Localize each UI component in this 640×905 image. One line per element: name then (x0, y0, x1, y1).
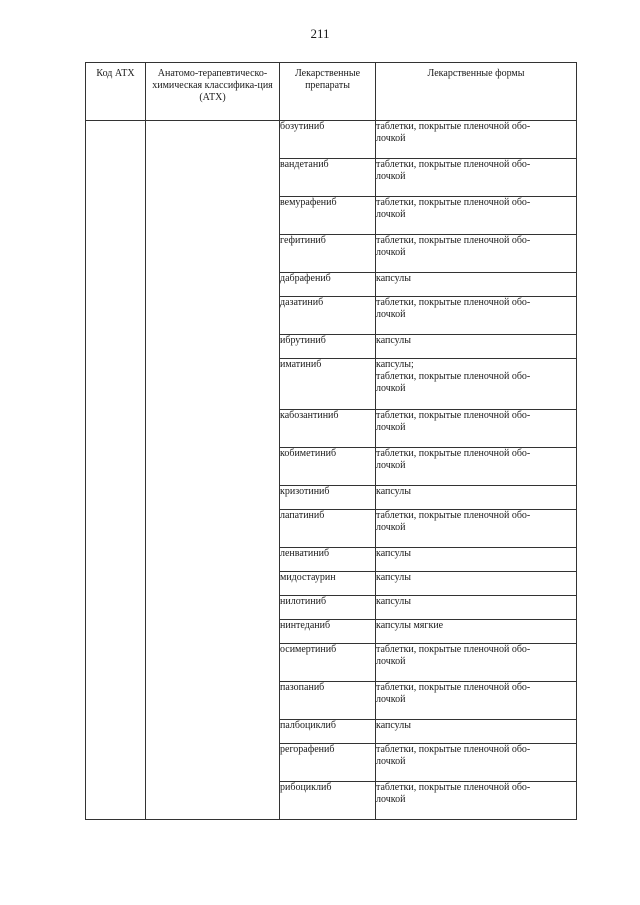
dosage-form-cell: капсулы (376, 273, 577, 297)
header-dosage-forms: Лекарственные формы (376, 63, 577, 121)
drug-name-cell: иматиниб (280, 359, 376, 410)
drug-name-cell: вемурафениб (280, 197, 376, 235)
drug-name-cell: нинтеданиб (280, 620, 376, 644)
dosage-form-cell: таблетки, покрытые пленочной обо- лочкой (376, 410, 577, 448)
dosage-form-cell: капсулы (376, 486, 577, 510)
header-atc-classification: Анатомо-терапевтическо-химическая классифика-ция (АТХ) (146, 63, 280, 121)
drug-name-cell: регорафениб (280, 744, 376, 782)
drug-name-cell: осимертиниб (280, 644, 376, 682)
drug-name-cell: вандетаниб (280, 159, 376, 197)
drug-name-cell: кобиметиниб (280, 448, 376, 486)
table-body (86, 121, 577, 820)
dosage-form-cell: капсулы (376, 572, 577, 596)
drug-name-cell: дабрафениб (280, 273, 376, 297)
drug-table (85, 62, 577, 820)
dosage-form-cell: таблетки, покрытые пленочной обо- лочкой (376, 235, 577, 273)
dosage-form-cell: капсулы (376, 335, 577, 359)
dosage-form-cell: капсулы (376, 596, 577, 620)
dosage-form-cell: капсулы; таблетки, покрытые пленочной обо- лочкой (376, 359, 577, 410)
dosage-form-cell: таблетки, покрытые пленочной обо- лочкой (376, 297, 577, 335)
header-atc-code: Код АТХ (86, 63, 146, 121)
drug-name-cell: рибоциклиб (280, 782, 376, 820)
atc-classification-cell (146, 121, 280, 820)
dosage-form-cell: таблетки, покрытые пленочной обо- лочкой (376, 644, 577, 682)
drug-name-cell: ибрутиниб (280, 335, 376, 359)
drug-name-cell: ленватиниб (280, 548, 376, 572)
drug-name-cell: кабозантиниб (280, 410, 376, 448)
dosage-form-cell: таблетки, покрытые пленочной обо- лочкой (376, 159, 577, 197)
dosage-form-cell: капсулы мягкие (376, 620, 577, 644)
dosage-form-cell: таблетки, покрытые пленочной обо- лочкой (376, 448, 577, 486)
drug-name-cell: бозутиниб (280, 121, 376, 159)
drug-name-cell: кризотиниб (280, 486, 376, 510)
page-number: 211 (310, 26, 330, 41)
table-header-row (86, 63, 577, 121)
drug-name-cell: мидостаурин (280, 572, 376, 596)
dosage-form-cell: таблетки, покрытые пленочной обо- лочкой (376, 121, 577, 159)
drug-name-cell: лапатиниб (280, 510, 376, 548)
atc-code-cell (86, 121, 146, 820)
dosage-form-cell: капсулы (376, 548, 577, 572)
drug-name-cell: палбоциклиб (280, 720, 376, 744)
drug-name-cell: дазатиниб (280, 297, 376, 335)
dosage-form-cell: таблетки, покрытые пленочной обо- лочкой (376, 197, 577, 235)
dosage-form-cell: капсулы (376, 720, 577, 744)
dosage-form-cell: таблетки, покрытые пленочной обо- лочкой (376, 744, 577, 782)
table-row (86, 121, 577, 159)
header-drugs: Лекарственные препараты (280, 63, 376, 121)
drug-name-cell: нилотиниб (280, 596, 376, 620)
dosage-form-cell: таблетки, покрытые пленочной обо- лочкой (376, 682, 577, 720)
dosage-form-cell: таблетки, покрытые пленочной обо- лочкой (376, 782, 577, 820)
drug-name-cell: гефитиниб (280, 235, 376, 273)
drug-name-cell: пазопаниб (280, 682, 376, 720)
dosage-form-cell: таблетки, покрытые пленочной обо- лочкой (376, 510, 577, 548)
